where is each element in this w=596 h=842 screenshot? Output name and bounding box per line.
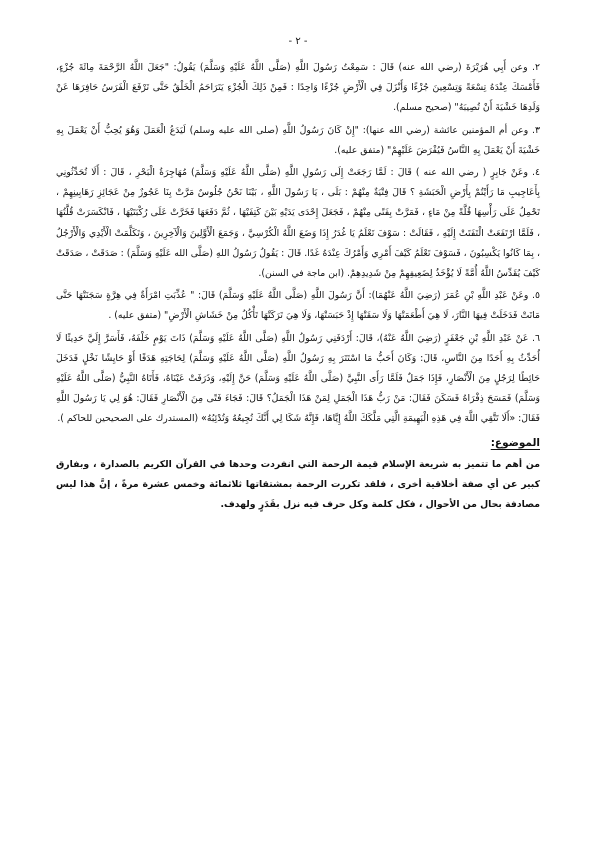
hadith-5: ٥. وعَنْ عَبْدِ اللَّهِ بْنِ عُمَرَ (رَضِيَ اللَّهُ عَنْهُمَا): أَنَّ رَسُولَ اللَّهِ (صَلَّى اللَّهُ عَلَيْهِ وَسَلَّمَ) قَالَ: " عُذِّبَتِ امْرَأَةٌ فِي هِرَّةٍ سَجَنَتْهَا حَتَّى مَاتَتْ فَدَخَلَتْ فِيهَا النَّارَ، لَا هِيَ أَطْعَمَتْهَا وَلَا سَقَتْهَا إِذْ حَبَسَتْهَا، وَلَا هِيَ تَرَكَتْهَا تَأْكُلُ مِنْ خَشَاشِ الْأَرْضِ" (متفق عليه) . <box>56 290 540 322</box>
hadith-4: ٤. وعَنْ جَابِرٍ ( رضي الله عنه ) قَالَ : لَمَّا رَجَعَتْ إِلَى رَسُولِ اللَّهِ (صَلَّى اللَّهُ عَلَيْهِ وَسَلَّمَ) مُهَاجِرَةُ الْبَحْرِ ، قَالَ : أَلَا تُحَدِّثُونِي بِأَعَاجِيبِ مَا رَأَيْتُمْ بِأَرْضِ الْحَبَشَةِ ؟ قَالَ فِتْيَةٌ مِنْهُمْ : بَلَى ، يَا رَسُولَ اللَّهِ ، بَيْنَا نَحْنُ جُلُوسٌ مَرَّتْ بِنَا عَجُوزٌ مِنْ عَجَائِزِ رَهَابِينِهِمْ ، تَحْمِلُ عَلَى رَأْسِهَا قُلَّةً مِنْ مَاءٍ ، فَمَرَّتْ بِفَتًى مِنْهُمْ ، فَجَعَلَ إِحْدَى يَدَيْهِ بَيْنَ كَتِفَيْهَا ، ثُمَّ دَفَعَهَا فَخَرَّتْ عَلَى رُكْبَتَيْهَا ، فَانْكَسَرَتْ قُلَّتُهَا ، فَلَمَّا ارْتَفَعَتْ الْتَفَتَتْ إِلَيْهِ ، فَقَالَتْ : سَوْفَ تَعْلَمُ يَا غُدَرُ إِذَا وَضَعَ اللَّهُ الْكُرْسِيَّ ، وَجَمَعَ الْأَوَّلِينَ وَالْآخِرِينَ ، وَتَكَلَّمَتْ الْأَيْدِي وَالْأَرْجُلُ ، بِمَا كَانُوا يَكْسِبُونَ ، فَسَوْفَ تَعْلَمُ كَيْفَ أَمْرِي وَأَمْرُكَ عِنْدَهُ غَدًا. قَالَ : يَقُولُ رَسُولُ اللهِ (صَلَّى الله عَلَيْهِ وَسَلَّمَ) : صَدَقَتْ ، صَدَقَتْ كَيْفَ يُقَدِّسُ اللَّهُ أُمَّةً لَا يُؤْخَذُ لِضَعِيفِهِمْ مِنْ شَدِيدِهِمْ. (ابن ماجة في السنن). <box>56 167 540 280</box>
section-body: من أهم ما تتميز به شريعة الإسلام قيمة الرحمة التي انفردت وحدها في القرآن الكريم بالصدارة ، وبفارق كبير عن أي صفة أخلاقية أخرى ، فلقد تكررت الرحمة بمشتقاتها ثلاثمائة وخمس عشرة مرةً ، إنَّ هذا ليس مصادفة بحال من الأحوال ، فكل كلمة وكل حرف فيه نزل بقَدَرٍ ولهدف. <box>56 458 540 511</box>
hadith-3: ٣. وعن أم المؤمنين عائشة (رضي الله عنها): "إِنْ كَانَ رَسُولُ اللَّهِ (صلى الله عليه وسلم) لَيَدَعُ الْعَمَلَ وَهُوَ يُحِبُّ أَنْ يَعْمَلَ بِهِ خَشْيَةَ أَنْ يَعْمَلَ بِهِ النَّاسُ فَيُفْرَضَ عَلَيْهِمْ" (متفق عليه). <box>56 124 540 156</box>
page-number: - ٢ - <box>288 36 308 47</box>
hadith-6: ٦. عَنْ عَبْدِ اللَّهِ بْنِ جَعْفَرٍ (رَضِيَ اللَّهُ عَنْهُ)، قَالَ: أَرْدَفَنِي رَسُولُ اللَّهِ (صَلَّى اللَّهُ عَلَيْهِ وَسَلَّمَ) ذَاتَ يَوْمٍ خَلْفَهُ، فَأَسَرَّ إِلَيَّ حَدِيثًا لَا أُحَدِّثُ بِهِ أَحَدًا مِنَ النَّاسِ، قَالَ: وَكَانَ أَحَبُّ مَا اسْتَتَرَ بِهِ رَسُولُ اللَّهِ (صَلَّى اللَّهُ عَلَيْهِ وَسَلَّمَ) لِحَاجَتِهِ هَدَفًا أَوْ حَايِشًا نَخْلٍ فَدَخَلَ حَائِطًا لِرَجُلٍ مِنَ الْأَنْصَارِ، فَإِذَا جَمَلٌ فَلَمَّا رَأَى النَّبِيَّ (صَلَّى اللَّهُ عَلَيْهِ وَسَلَّمَ) حَنَّ إِلَيْهِ، وَذَرَفَتْ عَيْنَاهُ، فَأَتَاهُ النَّبِيُّ (صَلَّى اللَّهُ عَلَيْهِ وَسَلَّمَ) فَمَسَحَ ذِفْرَاهُ فَسَكَنَ فَقَالَ: مَنْ رَبُّ هَذَا الْجَمَلِ لِمَنْ هَذَا الْجَمَلُ؟ قَالَ: فَجَاءَ فَتًى مِنَ الْأَنْصَارِ فَقَالَ: هُوَ لِي يَا رَسُولَ اللَّهِ فَقَالَ: «أَلَا تَتَّقِي اللَّهَ فِي هَذِهِ الْبَهِيمَةِ الَّتِي مَلَّكَكَ اللَّهُ إِيَّاهَا، فَإِنَّهُ شَكَا لِي أَنَّكَ تُجِيعُهُ وَتُدْئِبُهُ» (المستدرك على الصحيحين للحاكم ). <box>56 332 540 425</box>
hadith-2: ٢. وعن أَبِي هُرَيْرَةَ (رضي الله عنه) قَالَ : سَمِعْتُ رَسُولَ اللَّهِ (صَلَّى اللَّهُ عَلَيْهِ وَسَلَّمَ) يَقُولُ: "جَعَلَ اللَّهُ الرَّحْمَةَ مِائَةَ جُزْءٍ، فَأَمْسَكَ عِنْدَهُ تِسْعَةً وَتِسْعِينَ جُزْءًا وَأَنْزَلَ فِي الْأَرْضِ جُزْءًا وَاحِدًا : فَمِنْ ذَلِكَ الْجُزْءِ يَتَرَاحَمُ الْخَلْقُ حَتَّى تَرْفَعَ الْفَرَسُ حَافِرَهَا عَنْ وَلَدِهَا خَشْيَةَ أَنْ تُصِيبَهُ" (صحيح مسلم). <box>56 62 540 114</box>
page-body <box>56 58 540 515</box>
section-heading: الموضوع: <box>490 436 540 449</box>
